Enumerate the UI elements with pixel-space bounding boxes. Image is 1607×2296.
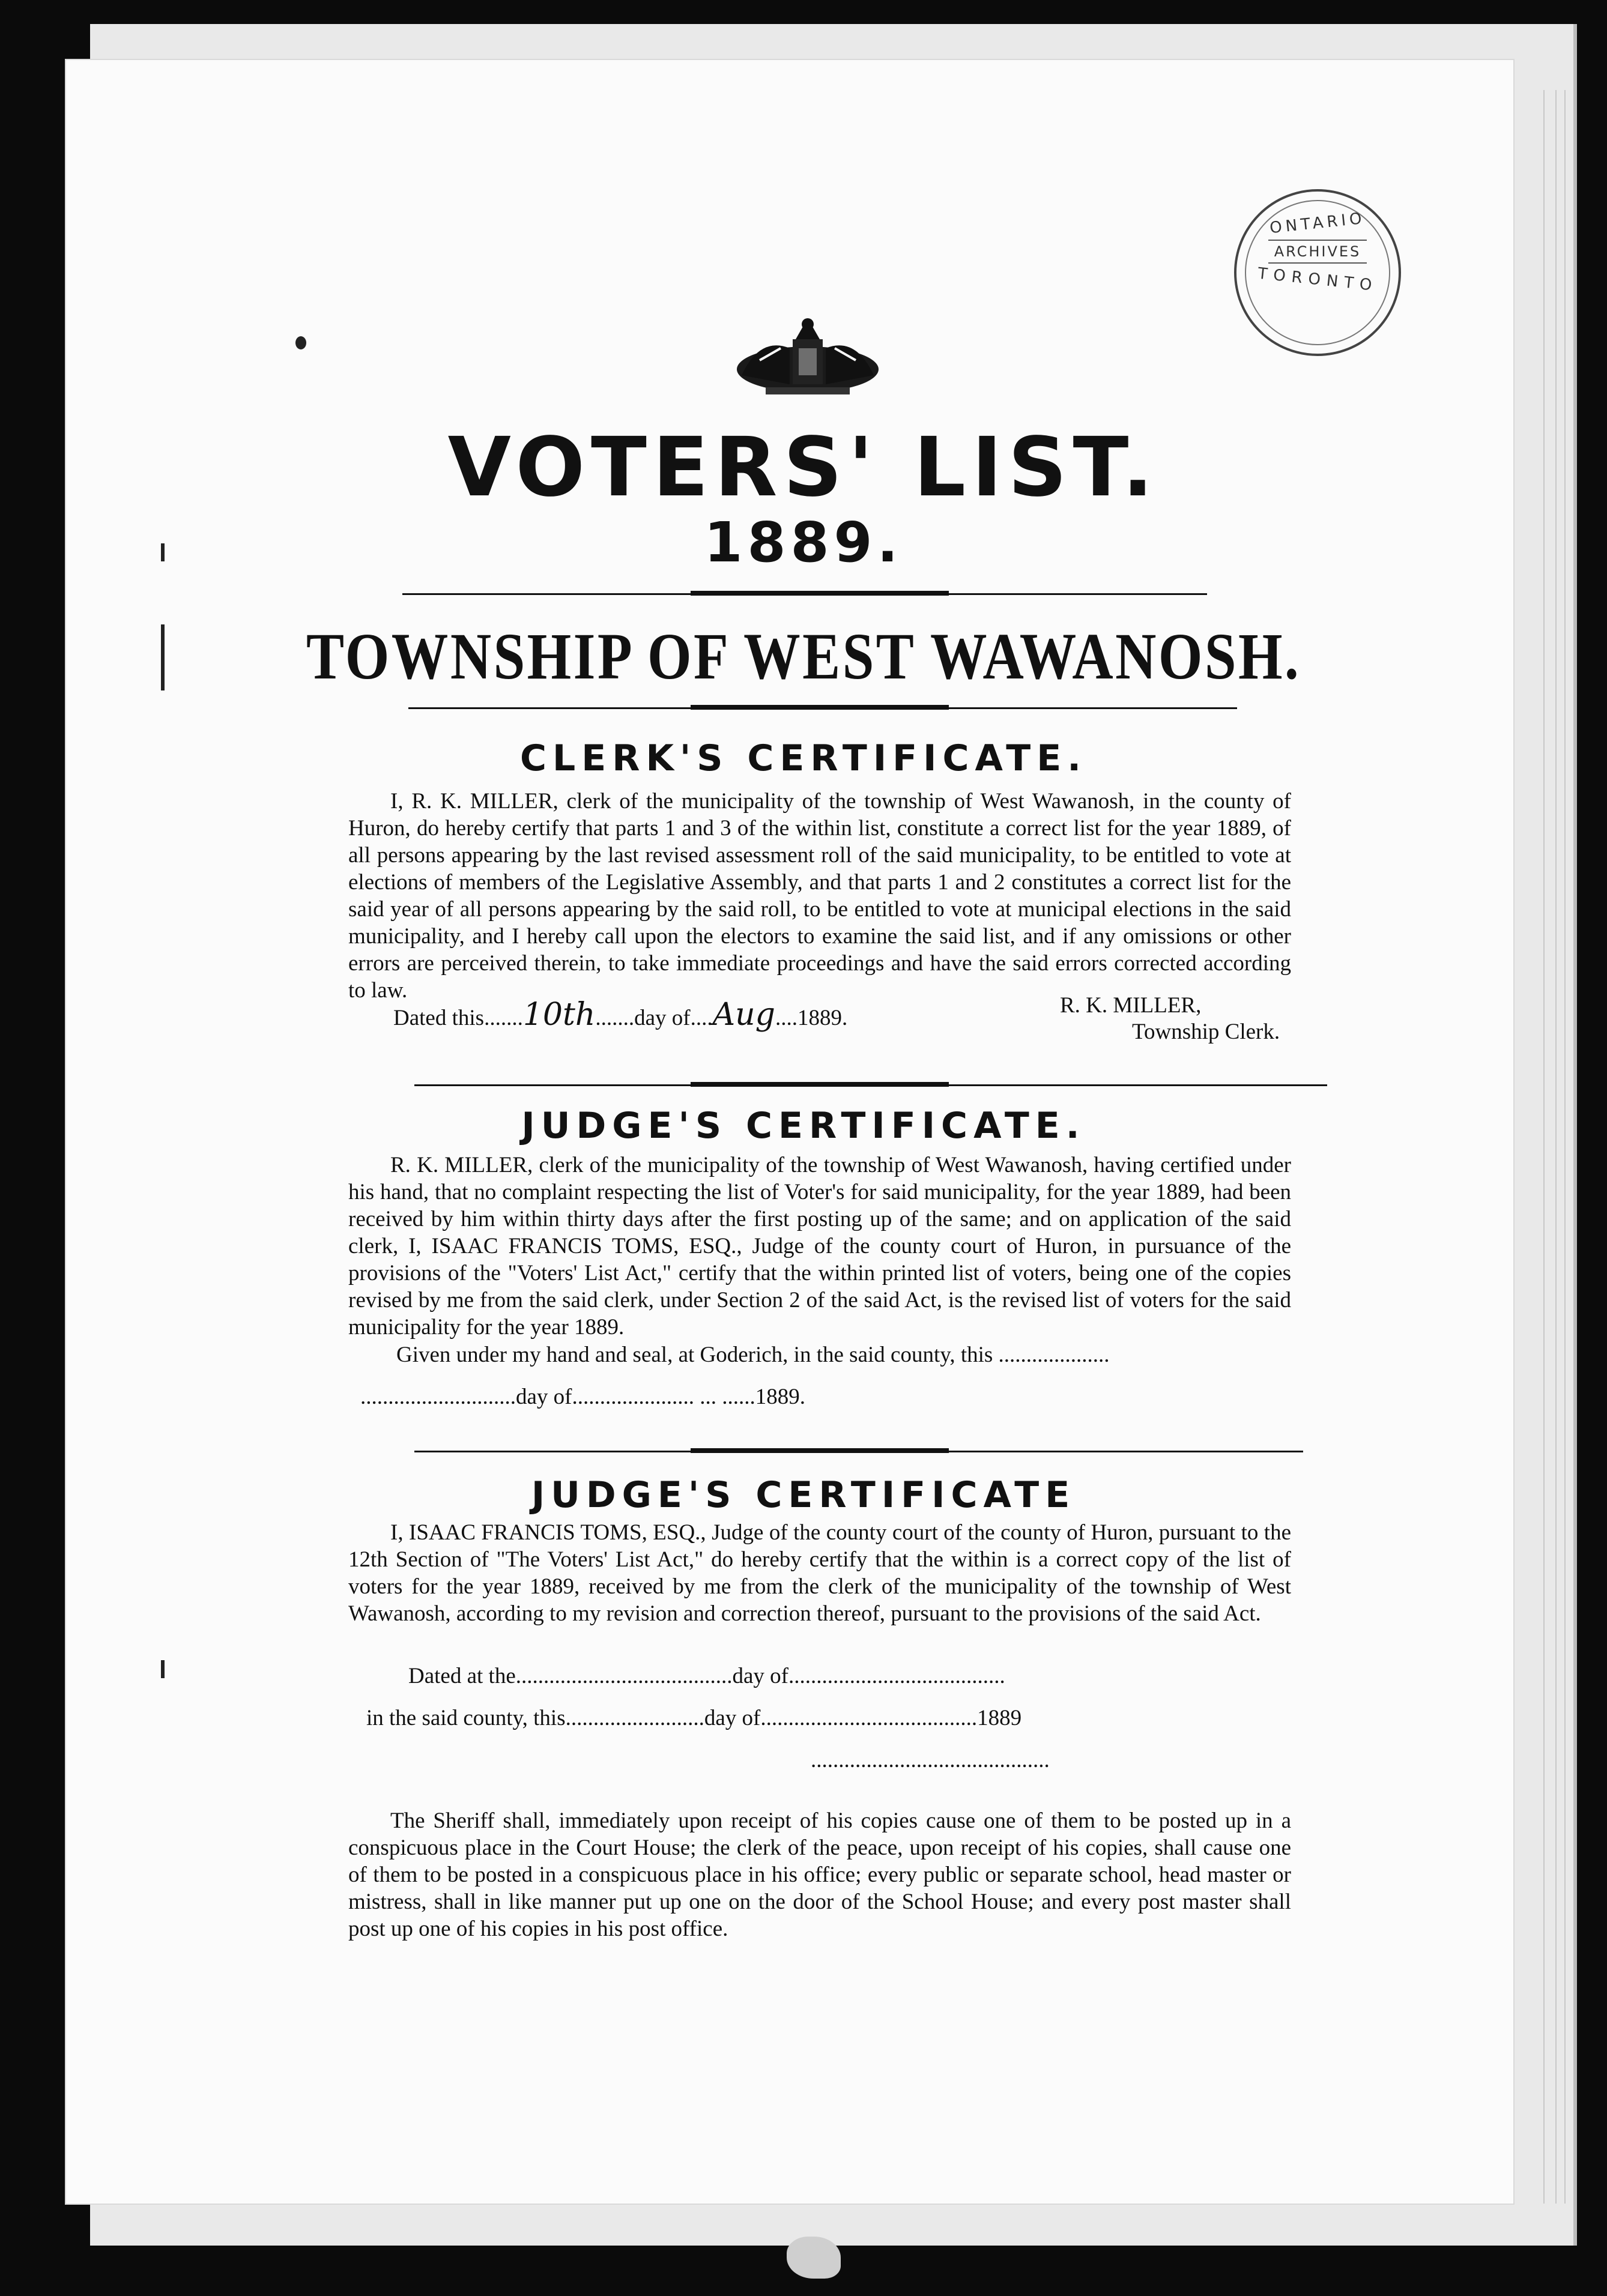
judge2-county-line: in the said county, this.........................day of.......................................1889 bbox=[366, 1706, 1022, 1730]
archives-stamp bbox=[1234, 189, 1401, 356]
clerk-certificate-text: I, R. K. MILLER, clerk of the municipality of the township of West Wawanosh, in the county of Huron, do hereby certify that parts 1 and 3 of the within list, constitute a correct list for the year 1889, of all persons appearing by the last revised assessment roll of the said municipality, to be entitled to vote at elections of members of the Legislative Assembly, and that parts 1 and 2 constitutes a correct list for the said year of all persons appearing by the said roll, to be entitled to vote at municipal elections in the said municipality, and I hereby call upon the electors to examine the said list, and if any omissions or other errors are perceived therein, to take immediate proceedings and have the said errors corrected according to law. bbox=[348, 789, 1291, 1003]
divider bbox=[691, 1082, 949, 1087]
day-of-label: day of bbox=[634, 1006, 691, 1030]
clerk-dated-line: Dated this.......10th.......day of....Aug....1889. bbox=[393, 997, 848, 1033]
paper-tear bbox=[787, 2237, 841, 2279]
divider bbox=[691, 591, 949, 596]
divider bbox=[691, 1448, 949, 1453]
divider bbox=[691, 705, 949, 710]
handwritten-month: Aug bbox=[712, 997, 775, 1033]
page-edge-line bbox=[1555, 90, 1557, 2204]
punch-mark bbox=[295, 336, 306, 349]
judge2-dated-line: Dated at the.......................................day of....................................... bbox=[408, 1664, 1005, 1688]
stamp-top-text: ONTARIO bbox=[1268, 209, 1367, 238]
margin-mark bbox=[161, 1660, 165, 1678]
dated-year: 1889. bbox=[797, 1006, 848, 1030]
given-under-hand-line: Given under my hand and seal, at Goderich, in the said county, this .................... bbox=[396, 1343, 1110, 1367]
royal-crest-icon bbox=[724, 312, 892, 402]
township-heading: TOWNSHIP OF WEST WAWANOSH. bbox=[306, 620, 1301, 693]
judge-day-line: ............................day of...................... ... ......1889. bbox=[360, 1385, 805, 1409]
document-title: VOTERS' LIST. bbox=[447, 420, 1160, 515]
judge-certificate-2-heading: JUDGE'S CERTIFICATE bbox=[531, 1474, 1076, 1516]
clerk-signature: R. K. MILLER, bbox=[1060, 993, 1202, 1018]
judge2-signature-line: ........................................... bbox=[811, 1748, 1050, 1772]
judge-certificate-text: R. K. MILLER, clerk of the municipality of the township of West Wawanosh, having certified under his hand, that no complaint respecting the list of Voter's for said municipality, for the year 1889, had been received by him within thirty days after the first posting up of the same; and on application of the said clerk, I, ISAAC FRANCIS TOMS, ESQ., Judge of the county court of Huron, in pursuance of the provisions of the "Voters' List Act," certify that the within printed list of voters, being one of the copies revised by me from the said clerk, under Section 2 of the said Act, is the revised list of voters for the said municipality for the year 1889. bbox=[348, 1153, 1291, 1340]
dated-label: Dated this bbox=[393, 1006, 485, 1030]
page-edge-line bbox=[1564, 90, 1566, 2204]
handwritten-day: 10th bbox=[522, 997, 596, 1033]
judge-certificate-heading: JUDGE'S CERTIFICATE. bbox=[521, 1105, 1086, 1147]
stamp-bottom-text: TORONTO bbox=[1256, 264, 1379, 295]
stamp-middle-text: ARCHIVES bbox=[1268, 240, 1367, 264]
clerk-signature-title: Township Clerk. bbox=[1132, 1020, 1280, 1044]
document-year: 1889. bbox=[704, 510, 903, 575]
page-edge-line bbox=[1543, 90, 1545, 2204]
judge-certificate-2-text: I, ISAAC FRANCIS TOMS, ESQ., Judge of the county court of the county of Huron, pursuant to the 12th Section of "The Voters' List Act," do hereby certify that the within is a correct copy of the list of voters for the year 1889, received by me from the clerk of the municipality of the township of West Wawanosh, according to my revision and correction thereof, pursuant to the provisions of the said Act. bbox=[348, 1520, 1291, 1626]
clerk-certificate-heading: CLERK'S CERTIFICATE. bbox=[519, 737, 1088, 779]
sheriff-instructions: The Sheriff shall, immediately upon receipt of his copies cause one of them to be posted up in a conspicuous place in the Court House; the clerk of the peace, upon receipt of his copies, shall cause one of them to be posted in a conspicuous place in his office; every public or separate school, head master or mistress, shall in like manner put up one on the door of the School House; and every post master shall post up one of his copies in his post office. bbox=[348, 1808, 1291, 1941]
